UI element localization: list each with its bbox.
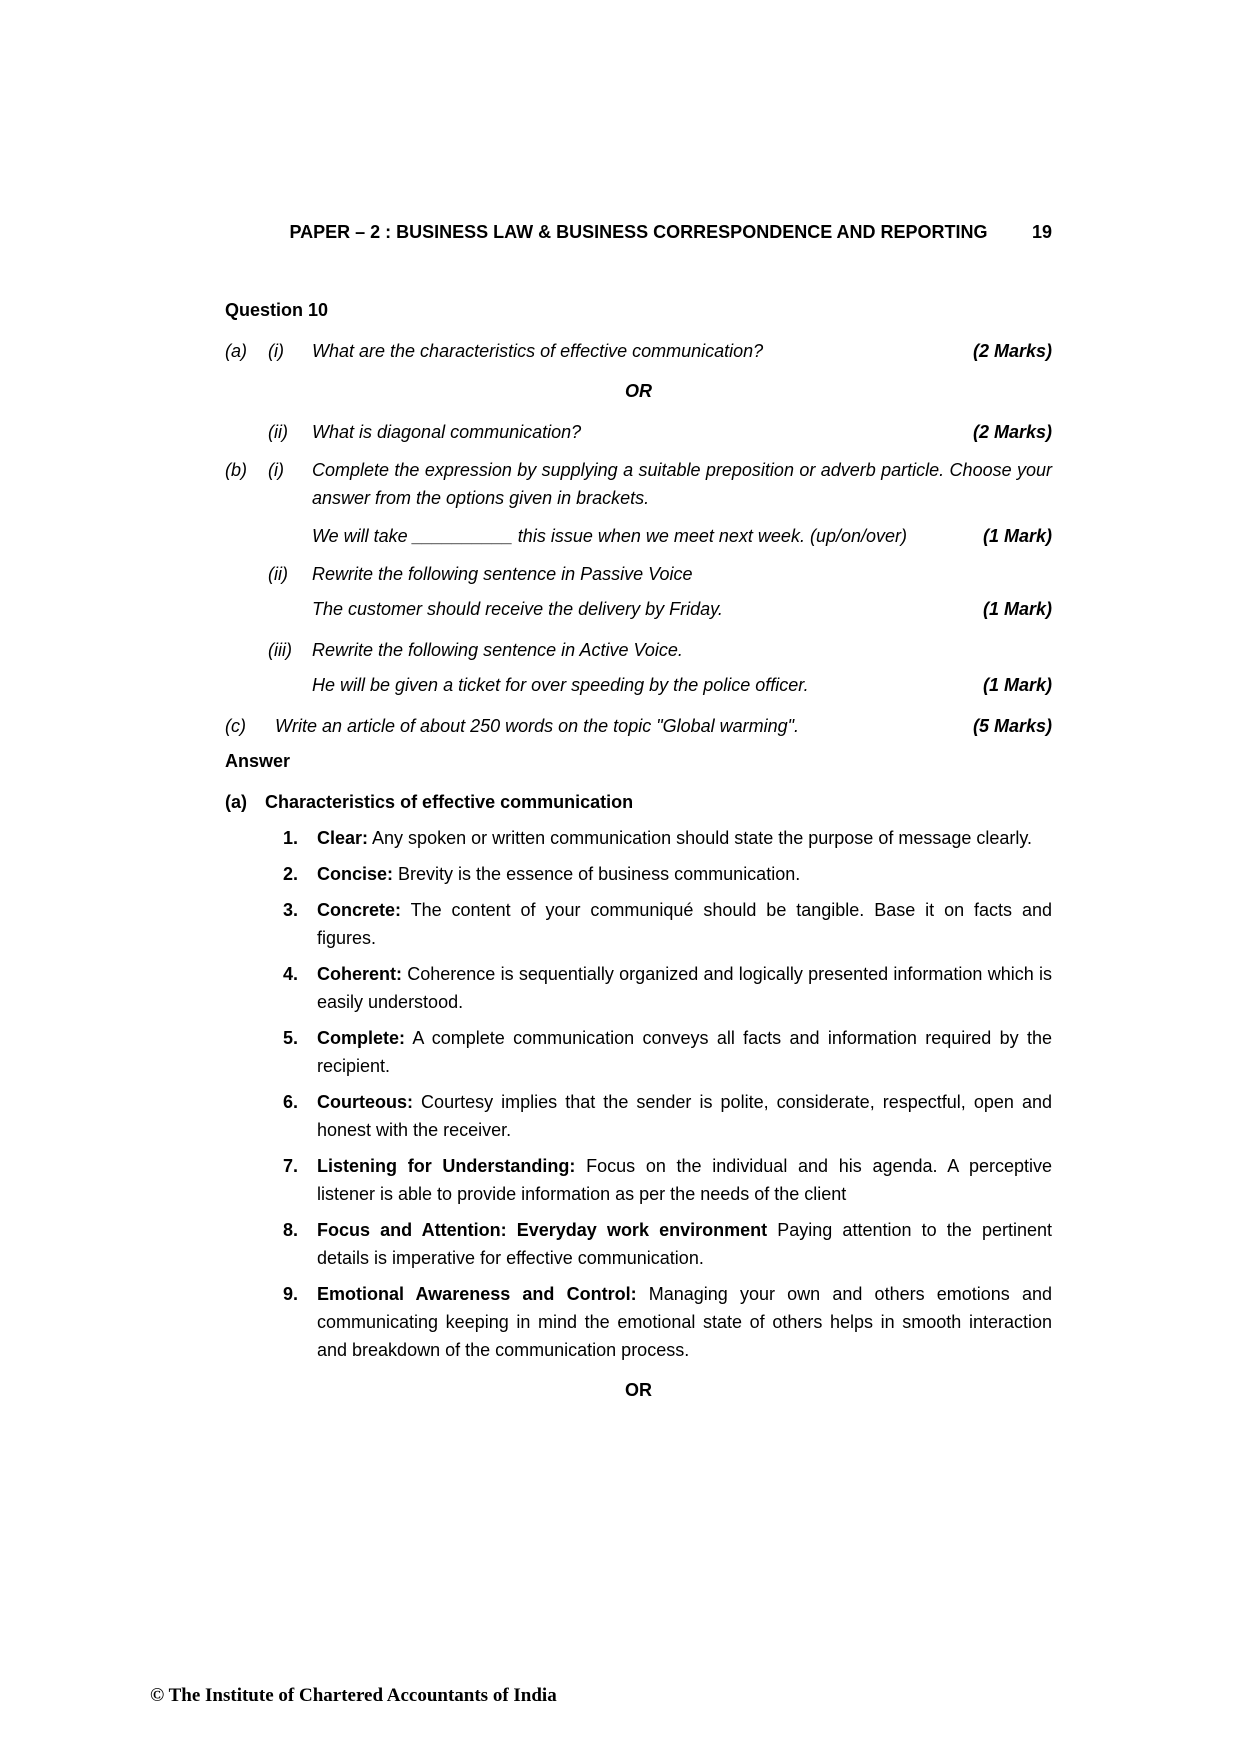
answer-item-5 bbox=[283, 1024, 1052, 1080]
item-definition: Paying attention to the pertinent details is imperative for effective communication. bbox=[317, 1220, 1052, 1268]
sub-ii-label: (ii) bbox=[268, 422, 288, 442]
question-c-text: Write an article of about 250 words on the topic "Global warming". bbox=[275, 716, 800, 736]
item-number: 4. bbox=[283, 964, 299, 984]
answer-item-3 bbox=[283, 896, 1052, 952]
copyright-footer: © The Institute of Chartered Accountants of India bbox=[150, 1685, 557, 1706]
sub-ii-label: (ii) bbox=[268, 564, 288, 584]
page-content bbox=[225, 218, 1052, 1404]
indent-spacer bbox=[225, 595, 268, 623]
item-number: 7. bbox=[283, 1156, 299, 1176]
item-text bbox=[317, 896, 1052, 952]
item-number: 9. bbox=[283, 1284, 299, 1304]
question-b-ii-marks: (1 Mark) bbox=[982, 599, 1052, 619]
question-b-iii-marks: (1 Mark) bbox=[982, 675, 1052, 695]
item-definition: Courtesy implies that the sender is polite, considerate, respectful, open and honest with the receiver. bbox=[317, 1092, 1052, 1140]
item-number: 3. bbox=[283, 900, 299, 920]
or-divider-1: OR bbox=[625, 381, 652, 401]
item-number: 1. bbox=[283, 828, 299, 848]
item-term: Coherent: bbox=[317, 964, 402, 984]
item-number: 6. bbox=[283, 1092, 299, 1112]
question-b-i-marks: (1 Mark) bbox=[982, 526, 1052, 546]
item-definition: Any spoken or written communication should state the purpose of message clearly. bbox=[368, 828, 1033, 848]
sub-i-label: (i) bbox=[268, 341, 284, 361]
question-a-i-row bbox=[225, 337, 1052, 365]
item-term: Complete: bbox=[317, 1028, 406, 1048]
item-definition: Brevity is the essence of business communication. bbox=[393, 864, 801, 884]
part-c-label: (c) bbox=[225, 716, 246, 736]
indent-spacer bbox=[225, 636, 268, 664]
indent-spacer bbox=[225, 522, 268, 550]
question-b-ii-sentence-row bbox=[225, 595, 1052, 623]
question-b-iii-row bbox=[225, 636, 1052, 664]
item-term: Concrete: bbox=[317, 900, 402, 920]
item-text bbox=[317, 1152, 1052, 1208]
paper-title: PAPER – 2 : BUSINESS LAW & BUSINESS CORRESPONDENCE AND REPORTING bbox=[289, 222, 988, 242]
indent-spacer bbox=[268, 671, 312, 699]
answer-item-4 bbox=[283, 960, 1052, 1016]
item-text bbox=[317, 1024, 1052, 1080]
answer-heading: Answer bbox=[225, 751, 291, 771]
item-term: Listening for Understanding: bbox=[317, 1156, 576, 1176]
answer-section-heading bbox=[225, 788, 1052, 816]
page-number: 19 bbox=[1031, 222, 1052, 242]
part-b-label: (b) bbox=[225, 460, 247, 480]
question-c-row bbox=[225, 712, 1052, 740]
item-term: Clear: bbox=[317, 828, 369, 848]
item-definition: A complete communication conveys all facts and information required by the recipient. bbox=[317, 1028, 1052, 1076]
question-b-ii-text: Rewrite the following sentence in Passive Voice bbox=[312, 564, 693, 584]
sub-i-label: (i) bbox=[268, 460, 284, 480]
item-definition: The content of your communiqué should be tangible. Base it on facts and figures. bbox=[317, 900, 1052, 948]
item-text bbox=[317, 1280, 1052, 1364]
item-number: 2. bbox=[283, 864, 299, 884]
indent-spacer bbox=[268, 595, 312, 623]
answer-item-6 bbox=[283, 1088, 1052, 1144]
answer-item-7 bbox=[283, 1152, 1052, 1208]
item-number: 5. bbox=[283, 1028, 299, 1048]
or-divider-2: OR bbox=[625, 1380, 652, 1400]
answer-section-title: Characteristics of effective communication bbox=[265, 792, 634, 812]
indent-spacer bbox=[225, 560, 268, 588]
item-term: Emotional Awareness and Control: bbox=[317, 1284, 637, 1304]
indent-spacer bbox=[225, 671, 268, 699]
sub-iii-label: (iii) bbox=[268, 640, 292, 660]
question-heading: Question 10 bbox=[225, 300, 329, 320]
answer-part-a-label: (a) bbox=[225, 792, 247, 812]
passive-voice-sentence: The customer should receive the delivery by Friday. bbox=[312, 599, 723, 619]
item-definition: Coherence is sequentially organized and logically presented information which is easily understood. bbox=[317, 964, 1052, 1012]
fill-in-sentence: We will take __________ this issue when we meet next week. (up/on/over) bbox=[312, 526, 907, 546]
indent-spacer bbox=[225, 418, 268, 446]
question-b-iii-text: Rewrite the following sentence in Active Voice. bbox=[312, 640, 683, 660]
item-term: Focus and Attention: Everyday work environment bbox=[317, 1220, 768, 1240]
item-number: 8. bbox=[283, 1220, 299, 1240]
item-definition: Focus on the individual and his agenda. A perceptive listener is able to provide information as per the needs of the client bbox=[317, 1156, 1053, 1204]
question-b-iii-sentence-row bbox=[225, 671, 1052, 699]
part-a-label: (a) bbox=[225, 341, 247, 361]
question-b-i-text: Complete the expression by supplying a suitable preposition or adverb particle. Choose your answer from the options given in brackets. bbox=[312, 460, 1052, 508]
question-a-i-marks: (2 Marks) bbox=[972, 341, 1052, 361]
question-a-ii-text: What is diagonal communication? bbox=[312, 422, 582, 442]
question-a-i-text: What are the characteristics of effective communication? bbox=[312, 341, 764, 361]
item-term: Concise: bbox=[317, 864, 394, 884]
item-term: Courteous: bbox=[317, 1092, 413, 1112]
question-a-ii-row bbox=[225, 418, 1052, 446]
question-c-marks: (5 Marks) bbox=[972, 716, 1052, 736]
answer-item-2 bbox=[283, 860, 1052, 888]
page-header bbox=[225, 218, 1052, 246]
answer-item-8 bbox=[283, 1216, 1052, 1272]
question-b-i-fill-row bbox=[225, 522, 1052, 550]
answer-item-1 bbox=[283, 824, 1052, 852]
item-text bbox=[317, 1088, 1052, 1144]
item-definition: Managing your own and others emotions and communicating keeping in mind the emotional state of others helps in smooth interaction and breakdown of the communication process. bbox=[317, 1284, 1052, 1360]
active-voice-sentence: He will be given a ticket for over speeding by the police officer. bbox=[312, 675, 809, 695]
item-text bbox=[317, 824, 1052, 852]
item-text bbox=[317, 860, 1052, 888]
question-b-ii-row bbox=[225, 560, 1052, 588]
item-text bbox=[317, 1216, 1052, 1272]
question-a-ii-marks: (2 Marks) bbox=[972, 422, 1052, 442]
item-text bbox=[317, 960, 1052, 1016]
question-b-i-row bbox=[225, 456, 1052, 512]
indent-spacer bbox=[268, 522, 312, 550]
answer-item-9 bbox=[283, 1280, 1052, 1364]
